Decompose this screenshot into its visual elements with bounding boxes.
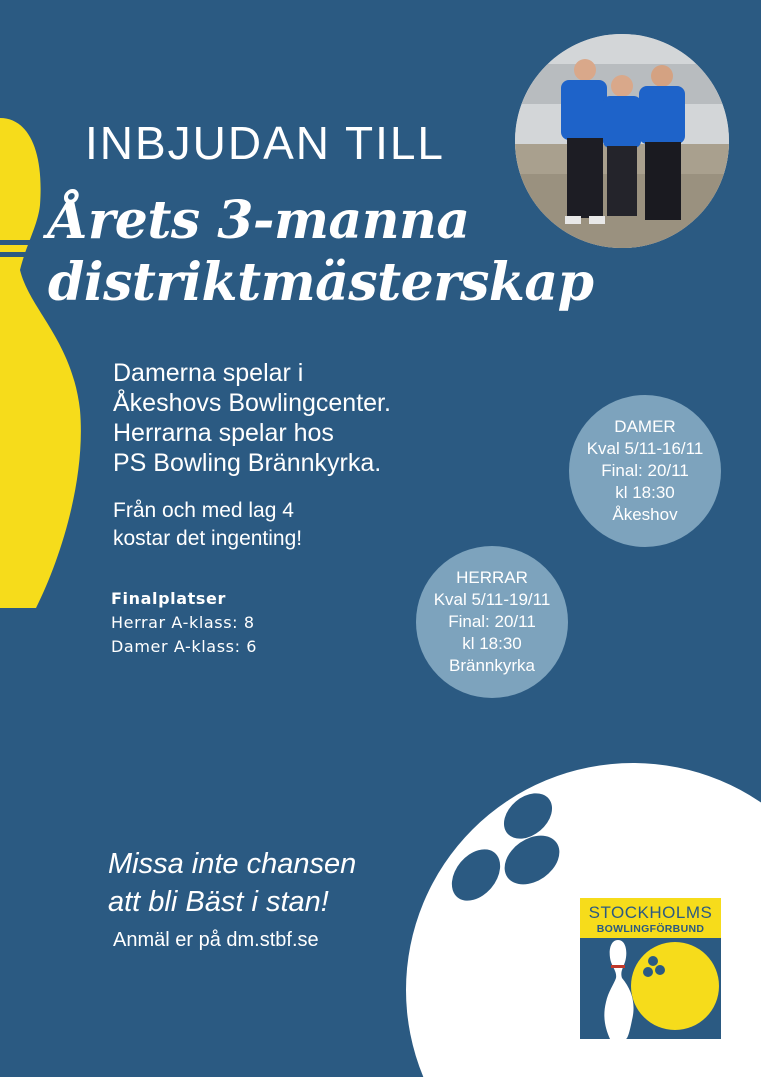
damer-final: Final: 20/11 [601,461,689,480]
herrar-kval: Kval 5/11-19/11 [433,590,551,609]
headline [48,190,593,314]
cta-line1: Missa inte chansen [108,848,357,880]
venues-text [113,358,391,478]
free-entry-line2: kostar det ingenting! [113,527,303,550]
free-entry-line1: Från och med lag 4 [113,499,294,522]
herrar-title: HERRAR [456,568,528,587]
damer-title: DAMER [614,417,676,436]
headline-line2: distriktmästerskap [48,252,594,313]
free-entry-text [113,497,302,553]
venues-line3: Herrarna spelar hos [113,419,334,447]
logo-banner [580,898,721,938]
herrar-final: Final: 20/11 [448,612,536,631]
headline-line1: Årets 3-manna [48,190,470,251]
finals-damer: Damer A-klass: 6 [111,637,258,656]
herrar-venue: Brännkyrka [449,656,535,675]
signup-link[interactable]: Anmäl er på dm.stbf.se [113,929,319,951]
cta-line2: att bli Bäst i stan! [108,886,329,918]
damer-badge [569,395,721,547]
intro-text: INBJUDAN TILL [85,117,446,169]
cta-text [108,845,356,921]
logo-line1: STOCKHOLMS [588,903,713,922]
damer-kval: Kval 5/11-16/11 [586,439,704,458]
herrar-badge [416,546,568,698]
venues-line1: Damerna spelar i [113,359,304,387]
stbf-logo [580,898,721,1039]
finals-title: Finalplatser [111,589,226,608]
finals-section [111,587,257,659]
herrar-time: kl 18:30 [462,634,522,653]
damer-venue: Åkeshov [612,505,678,524]
venues-line4: PS Bowling Brännkyrka. [113,449,382,477]
logo-pin-ball-icon [580,938,721,1039]
damer-time: kl 18:30 [615,483,675,502]
logo-line2: BOWLINGFÖRBUND [596,923,705,935]
finals-herrar: Herrar A-klass: 8 [111,613,255,632]
venues-line2: Åkeshovs Bowlingcenter. [113,389,391,417]
